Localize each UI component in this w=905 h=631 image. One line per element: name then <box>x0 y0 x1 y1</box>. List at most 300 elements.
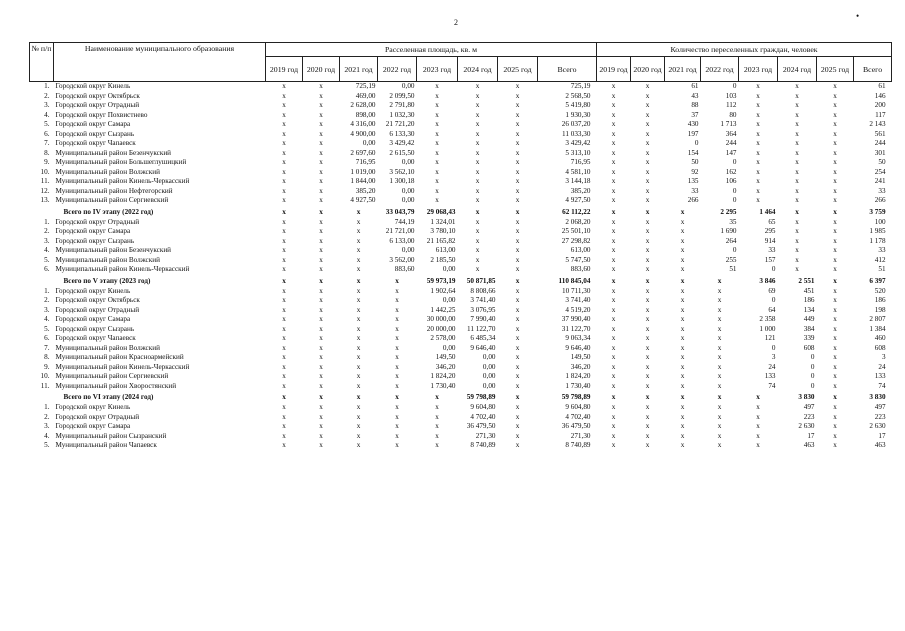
people-cell: 74 <box>768 381 776 390</box>
area-cell: x <box>356 236 361 245</box>
people-cell: x <box>756 91 760 100</box>
people-cell: 1 690 <box>720 227 737 235</box>
people-cell: x <box>795 207 799 216</box>
people-cell: 914 <box>764 236 776 245</box>
people-cell: x <box>645 372 650 380</box>
area-cell: x <box>475 265 480 273</box>
people-cell: x <box>717 334 722 342</box>
people-cell: x <box>680 431 685 440</box>
row-number: 5. <box>44 255 50 264</box>
people-cell: 0 <box>732 158 737 166</box>
people-cell: 608 <box>803 343 815 352</box>
area-cell: x <box>282 422 286 430</box>
area-cell: x <box>475 167 480 176</box>
municipality-name: Муниципальный район Безенчукский <box>55 148 172 157</box>
area-cell: 3 780,10 <box>430 227 456 235</box>
area-cell: x <box>282 91 286 100</box>
area-cell: x <box>435 101 439 109</box>
area-cell: x <box>282 255 286 264</box>
people-cell: x <box>645 139 650 147</box>
row-number: 9. <box>44 158 50 166</box>
row-number: 6. <box>44 334 50 342</box>
municipality-name: Городской округ Сызрань <box>55 236 135 245</box>
area-cell: 0,00 <box>442 265 456 273</box>
people-cell: 0 <box>771 296 776 304</box>
area-cell: 716,95 <box>355 158 376 166</box>
area-cell: x <box>515 305 520 314</box>
people-cell: x <box>833 255 837 264</box>
people-cell: x <box>611 393 616 401</box>
area-cell: x <box>319 227 323 235</box>
area-cell: 4 900,00 <box>350 129 376 138</box>
people-cell: x <box>611 362 616 371</box>
area-cell: x <box>282 372 286 380</box>
area-cell: x <box>395 286 399 295</box>
area-cell: x <box>319 217 323 226</box>
people-cell: 2 295 <box>720 207 737 216</box>
area-cell: 30 000,00 <box>426 315 456 323</box>
people-cell: 200 <box>874 101 886 109</box>
municipality-name: Городской округ Самара <box>55 227 131 235</box>
municipality-name: Муниципальный район Чапаевск <box>55 441 157 449</box>
area-cell: 8 740,89 <box>470 441 496 449</box>
area-cell: x <box>319 324 323 333</box>
corner-mark: • <box>856 11 860 21</box>
area-cell: x <box>356 286 361 295</box>
table-row <box>30 177 892 187</box>
area-cell: x <box>319 186 323 195</box>
people-cell: x <box>795 101 799 109</box>
municipality-name: Муниципальный район Волжский <box>55 255 160 264</box>
area-cell: 613,00 <box>570 246 591 254</box>
municipality-name: Муниципальный район Нефтегорский <box>55 186 173 195</box>
people-cell: x <box>645 334 650 342</box>
area-year-header: 2023 год <box>417 57 458 82</box>
area-cell: 21 721,20 <box>385 120 415 128</box>
header-resettled-people: Количество переселенных граждан, человек <box>597 43 892 57</box>
municipality-name: Муниципальный район Сызранский <box>55 431 167 440</box>
area-cell: x <box>515 207 520 216</box>
people-cell: x <box>680 255 685 264</box>
people-cell: 3 <box>881 353 886 361</box>
area-cell: 0,00 <box>442 296 456 304</box>
table-row <box>30 149 892 159</box>
people-cell: 266 <box>687 196 699 204</box>
area-cell: 2 697,60 <box>350 148 376 157</box>
municipality-name: Городской округ Отрадный <box>55 412 140 421</box>
people-cell: x <box>717 372 722 380</box>
area-cell: x <box>395 362 399 371</box>
area-cell: 4 581,10 <box>565 167 591 176</box>
people-cell: x <box>611 82 616 90</box>
people-cell: x <box>611 217 616 226</box>
area-cell: 1 324,01 <box>430 217 456 226</box>
area-cell: x <box>435 167 439 176</box>
people-cell: 0 <box>810 362 815 371</box>
people-cell: x <box>680 372 685 380</box>
people-cell: 339 <box>803 334 815 342</box>
people-cell: x <box>833 353 837 361</box>
people-year-header: 2021 год <box>665 57 701 82</box>
area-cell: 9 646,40 <box>565 343 591 352</box>
people-cell: x <box>756 129 760 138</box>
people-cell: 0 <box>771 343 776 352</box>
row-number: 11. <box>40 177 50 185</box>
area-cell: 2 791,80 <box>389 101 415 109</box>
people-cell: x <box>756 403 760 411</box>
people-cell: x <box>645 276 650 285</box>
row-number: 2. <box>44 412 50 421</box>
people-cell: x <box>680 305 685 314</box>
people-year-header: 2020 год <box>631 57 665 82</box>
people-cell: x <box>680 286 685 295</box>
people-cell: x <box>717 353 722 361</box>
people-cell: 133 <box>874 372 886 380</box>
people-cell: x <box>795 217 799 226</box>
people-cell: x <box>645 82 650 90</box>
people-cell: 364 <box>725 129 737 138</box>
area-cell: x <box>282 177 286 185</box>
people-year-header: 2024 год <box>778 57 817 82</box>
people-cell: 35 <box>729 217 737 226</box>
people-cell: 0 <box>771 265 776 273</box>
people-cell: x <box>645 227 650 235</box>
people-cell: 1 178 <box>869 236 886 245</box>
area-cell: 1 442,25 <box>430 305 456 314</box>
area-cell: 25 501,10 <box>561 227 591 235</box>
people-cell: x <box>611 129 616 138</box>
area-cell: x <box>319 82 323 90</box>
area-cell: x <box>282 82 286 90</box>
area-cell: x <box>395 353 399 361</box>
people-cell: 266 <box>874 196 886 204</box>
people-cell: 6 397 <box>869 276 886 285</box>
people-cell: x <box>756 441 760 449</box>
people-year-header: 2025 год <box>817 57 854 82</box>
people-cell: x <box>611 246 616 254</box>
area-cell: x <box>319 246 323 254</box>
people-cell: x <box>611 207 616 216</box>
table-row <box>30 413 892 423</box>
people-cell: 51 <box>729 265 737 273</box>
people-cell: x <box>645 353 650 361</box>
municipality-name: Всего по VI этапу (2024 год) <box>63 393 154 401</box>
people-cell: x <box>611 276 616 285</box>
table-row <box>30 432 892 442</box>
municipality-name: Муниципальный район Сергиевский <box>55 196 169 204</box>
area-cell: x <box>435 431 439 440</box>
area-cell: x <box>475 148 480 157</box>
municipality-name: Муниципальный район Волжский <box>55 343 160 352</box>
people-cell: x <box>611 255 616 264</box>
area-cell: x <box>515 91 520 100</box>
people-cell: 33 <box>878 186 886 195</box>
area-cell: x <box>319 334 323 342</box>
people-cell: 241 <box>874 177 886 185</box>
area-cell: 9 604,80 <box>470 403 496 411</box>
area-cell: 1 019,00 <box>350 167 376 176</box>
area-cell: 4 316,00 <box>350 120 376 128</box>
people-cell: 254 <box>874 167 886 176</box>
area-cell: x <box>282 207 286 216</box>
people-cell: 65 <box>768 217 776 226</box>
area-cell: x <box>319 372 323 380</box>
people-cell: x <box>756 110 760 119</box>
people-cell: 520 <box>874 286 886 295</box>
area-cell: x <box>435 177 439 185</box>
area-cell: x <box>356 315 361 323</box>
people-cell: x <box>833 139 837 147</box>
people-cell: 3 759 <box>869 207 886 216</box>
area-cell: 50 871,85 <box>466 276 496 285</box>
area-cell: x <box>395 324 399 333</box>
area-cell: 1 824,20 <box>565 372 591 380</box>
row-number: 9. <box>44 362 50 371</box>
people-cell: x <box>833 343 837 352</box>
people-cell: x <box>680 353 685 361</box>
area-cell: x <box>435 120 439 128</box>
people-cell: x <box>611 227 616 235</box>
area-cell: 62 112,22 <box>562 207 591 216</box>
area-cell: x <box>319 315 323 323</box>
people-cell: 0 <box>810 353 815 361</box>
people-cell: x <box>795 139 799 147</box>
row-number <box>30 275 54 287</box>
people-cell: 146 <box>874 91 886 100</box>
people-cell: 0 <box>732 186 737 195</box>
municipality-name: Муниципальный район Кинель-Черкасский <box>55 362 190 371</box>
people-cell: 2 630 <box>869 422 886 430</box>
area-cell: x <box>515 120 520 128</box>
people-cell: x <box>611 148 616 157</box>
area-cell: 469,00 <box>355 91 376 100</box>
area-cell: x <box>282 353 286 361</box>
area-cell: x <box>282 343 286 352</box>
table-row <box>30 287 892 297</box>
area-cell: x <box>475 227 480 235</box>
area-cell: x <box>475 196 480 204</box>
table-row <box>30 382 892 392</box>
people-cell: x <box>611 334 616 342</box>
stage-total-row <box>30 206 892 218</box>
row-number: 1. <box>44 217 50 226</box>
people-cell: 33 <box>878 246 886 254</box>
people-cell: x <box>795 120 799 128</box>
area-cell: x <box>515 236 520 245</box>
area-cell: 883,60 <box>570 265 591 273</box>
area-cell: 6 133,00 <box>389 236 415 245</box>
people-cell: x <box>795 227 799 235</box>
area-cell: x <box>395 334 399 342</box>
people-cell: 103 <box>725 91 737 100</box>
people-cell: 608 <box>874 343 886 352</box>
people-cell: 561 <box>874 129 886 138</box>
area-cell: x <box>515 186 520 195</box>
area-cell: x <box>515 393 520 401</box>
area-cell: 9 063,34 <box>565 334 591 342</box>
people-cell: 186 <box>803 296 815 304</box>
people-cell: 92 <box>691 167 699 176</box>
municipality-name: Городской округ Кинель <box>55 403 131 411</box>
people-cell: x <box>833 227 837 235</box>
row-number: 4. <box>44 246 50 254</box>
area-cell: 883,60 <box>394 265 415 273</box>
area-cell: 6 485,34 <box>470 334 496 342</box>
area-cell: x <box>356 217 361 226</box>
people-cell: x <box>833 334 837 342</box>
area-cell: 21 721,00 <box>385 227 415 235</box>
people-cell: x <box>611 110 616 119</box>
people-cell: x <box>833 217 837 226</box>
people-cell: 384 <box>803 324 815 333</box>
people-cell: 497 <box>874 403 886 411</box>
people-cell: x <box>611 158 616 166</box>
people-cell: 186 <box>874 296 886 304</box>
row-number: 3. <box>44 236 50 245</box>
area-year-header: 2024 год <box>458 57 498 82</box>
area-cell: 5 419,80 <box>565 101 591 109</box>
people-cell: 33 <box>691 186 699 195</box>
people-cell: x <box>833 246 837 254</box>
people-cell: x <box>611 91 616 100</box>
area-cell: x <box>319 101 323 109</box>
area-cell: x <box>282 412 286 421</box>
people-cell: 50 <box>691 158 699 166</box>
people-cell: 244 <box>725 139 737 147</box>
people-cell: x <box>611 315 616 323</box>
area-cell: x <box>435 412 439 421</box>
area-cell: 11 122,70 <box>467 324 496 333</box>
header-resettled-area: Расселенная площадь, кв. м <box>266 43 597 57</box>
people-cell: x <box>645 362 650 371</box>
area-cell: x <box>395 412 399 421</box>
table-row <box>30 334 892 344</box>
people-cell: x <box>717 286 722 295</box>
people-cell: x <box>833 372 837 380</box>
people-cell: 430 <box>687 120 699 128</box>
people-cell: 451 <box>803 286 815 295</box>
table-row <box>30 168 892 178</box>
people-cell: x <box>756 82 760 90</box>
area-cell: x <box>515 276 520 285</box>
people-cell: x <box>680 315 685 323</box>
area-cell: x <box>435 139 439 147</box>
area-cell: x <box>515 227 520 235</box>
people-cell: x <box>611 381 616 390</box>
area-cell: x <box>356 381 361 390</box>
table-row <box>30 187 892 197</box>
area-cell: x <box>282 276 286 285</box>
stage-total-row <box>30 391 892 403</box>
people-cell: 223 <box>803 412 815 421</box>
people-cell: x <box>611 286 616 295</box>
row-number: 4. <box>44 315 50 323</box>
table-row <box>30 237 892 247</box>
people-cell: x <box>833 186 837 195</box>
area-cell: 1 730,40 <box>430 381 456 390</box>
table-row <box>30 101 892 111</box>
people-cell: x <box>611 167 616 176</box>
people-cell: 64 <box>768 305 776 314</box>
area-cell: x <box>282 431 286 440</box>
area-cell: x <box>282 305 286 314</box>
area-cell: x <box>319 403 323 411</box>
area-cell: x <box>282 148 286 157</box>
people-cell: x <box>645 186 650 195</box>
area-cell: x <box>356 393 361 401</box>
area-cell: x <box>515 139 520 147</box>
people-cell: 264 <box>725 236 737 245</box>
area-cell: x <box>515 286 520 295</box>
area-cell: x <box>475 91 480 100</box>
area-cell: x <box>356 227 361 235</box>
people-cell: x <box>645 217 650 226</box>
area-cell: x <box>319 393 323 401</box>
area-cell: 8 740,89 <box>565 441 591 449</box>
people-cell: x <box>645 343 650 352</box>
people-cell: x <box>833 91 837 100</box>
people-cell: 33 <box>768 246 776 254</box>
people-cell: x <box>717 362 722 371</box>
area-cell: x <box>356 255 361 264</box>
people-cell: 154 <box>687 148 699 157</box>
people-cell: 17 <box>878 431 886 440</box>
people-cell: x <box>645 381 650 390</box>
people-cell: x <box>833 412 837 421</box>
municipality-name: Городской округ Отрадный <box>55 217 140 226</box>
people-cell: x <box>645 196 650 204</box>
people-cell: 133 <box>764 372 776 380</box>
people-cell: x <box>645 246 650 254</box>
area-cell: x <box>319 158 323 166</box>
area-cell: x <box>282 324 286 333</box>
people-cell: x <box>611 186 616 195</box>
page-number: 2 <box>454 18 458 27</box>
area-cell: x <box>319 236 323 245</box>
people-cell: 121 <box>764 334 776 342</box>
area-cell: 1 844,00 <box>350 177 376 185</box>
area-cell: x <box>435 129 439 138</box>
area-cell: 4 519,20 <box>565 305 591 314</box>
people-cell: x <box>645 422 650 430</box>
people-cell: 88 <box>691 101 699 109</box>
municipality-name: Муниципальный район Кинель-Черкасский <box>55 265 190 273</box>
people-cell: 198 <box>874 305 886 314</box>
people-cell: x <box>611 236 616 245</box>
people-cell: x <box>833 381 837 390</box>
people-cell: x <box>645 441 650 449</box>
people-cell: x <box>756 196 760 204</box>
area-cell: x <box>435 91 439 100</box>
people-cell: x <box>833 431 837 440</box>
people-cell: x <box>795 255 799 264</box>
people-cell: x <box>717 381 722 390</box>
people-cell: x <box>680 393 685 401</box>
table-row <box>30 265 892 275</box>
people-cell: 463 <box>874 441 886 449</box>
people-cell: x <box>645 296 650 304</box>
row-number: 4. <box>44 110 50 119</box>
area-cell: x <box>282 120 286 128</box>
area-cell: x <box>319 167 323 176</box>
area-cell: 149,50 <box>570 353 591 361</box>
area-cell: x <box>356 353 361 361</box>
area-cell: x <box>282 101 286 109</box>
people-cell: 295 <box>764 227 776 235</box>
people-cell: x <box>680 343 685 352</box>
area-cell: 110 845,04 <box>558 276 591 285</box>
people-cell: x <box>645 110 650 119</box>
